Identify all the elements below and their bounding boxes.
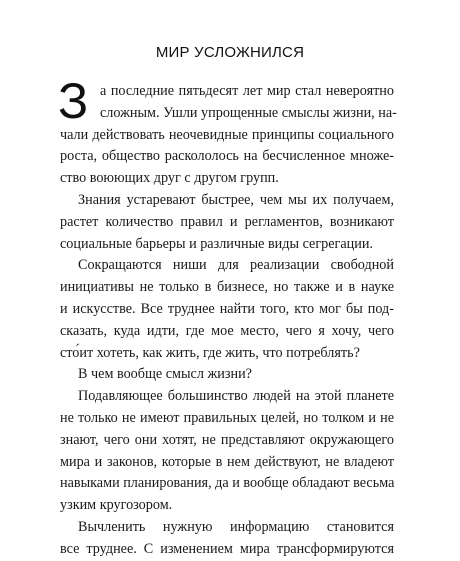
text-line: социальные барьеры и различные виды сегрегации. — [60, 235, 373, 252]
text-line: инициативы не только в бизнесе, но также и в науке — [60, 279, 394, 296]
text-line: навыками планирования, да и вообще обладают весьма — [60, 475, 395, 492]
text-line: Подавляющее большинство людей на этой планете — [78, 388, 394, 405]
text-line: ство воюющих друг с другом групп. — [60, 170, 279, 187]
text-line: все труднее. С изменением мира трансформируются — [60, 540, 394, 557]
body-text — [60, 81, 397, 561]
text-line: растет количество правил и регламентов, возникают — [60, 213, 394, 230]
drop-cap: З — [58, 73, 89, 129]
text-line: а последние пятьдесят лет мир стал невероятно — [100, 83, 394, 99]
text-line: мира и законов, которые в нем действуют, не владеют — [60, 453, 394, 470]
text-line: не только не имеют правильных целей, но толком и не — [60, 409, 394, 426]
text-line: Вычленить нужную информацию становится — [78, 518, 394, 535]
text-line: знают, чего они хотят, не представляют окружающего — [60, 431, 394, 448]
text-line: Сокращаются ниши для реализации свободной — [78, 257, 394, 274]
text-line: узким кругозором. — [60, 497, 173, 514]
text-line: чали действовать неочевидные принципы социального — [60, 126, 394, 143]
text-line: сказать, куда идти, где мое место, чего я хочу, чего — [60, 322, 394, 339]
text-line: сто́ит хотеть, как жить, где жить, что потреблять? — [60, 344, 360, 361]
text-line: роста, общество раскололось на бесчисленное множе- — [60, 148, 394, 165]
text-line: Знания устаревают быстрее, чем мы их получаем, — [78, 191, 394, 208]
text-line: сложным. Ушли упрощенные смыслы жизни, на- — [100, 104, 397, 121]
text-line: и искусстве. Все труднее найти того, кто мог бы под- — [60, 300, 394, 317]
text-line: В чем вообще смысл жизни? — [78, 366, 252, 383]
chapter-title: МИР УСЛОЖНИЛСЯ — [155, 44, 305, 61]
